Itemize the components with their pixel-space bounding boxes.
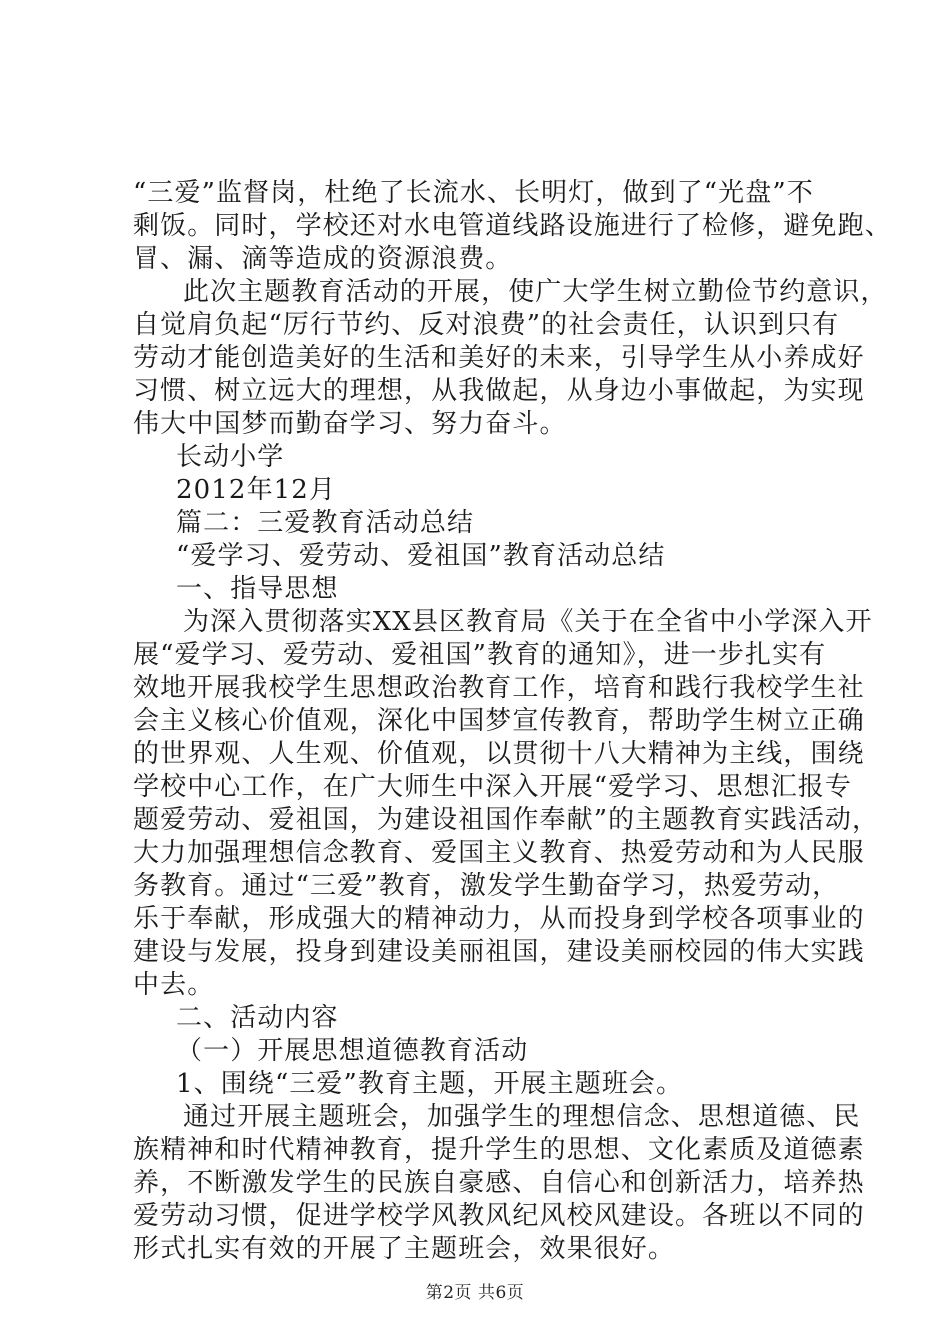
text-line: 效地开展我校学生思想政治教育工作，培育和践行我校学生社 [133, 673, 865, 703]
heading-activity-content: 二、活动内容 [176, 1003, 339, 1033]
text-line: 为深入贯彻落实XX县区教育局《关于在全省中小学深入开 [183, 607, 873, 637]
page-footer: 第2页 共6页 [425, 1283, 525, 1303]
document-title: “爱学习、爱劳动、爱祖国”教育活动总结 [176, 541, 666, 571]
text-line: “三爱”监督岗，杜绝了长流水、长明灯，做到了“光盘”不 [133, 178, 814, 208]
text-line: 学校中心工作，在广大师生中深入开展“爱学习、思想汇报专 [133, 772, 852, 802]
text-line: 展“爱学习、爱劳动、爱祖国”教育的通知》，进一步扎实有 [133, 640, 827, 670]
text-line: 冒、漏、滴等造成的资源浪费。 [133, 244, 513, 274]
text-line: 习惯、树立远大的理想，从我做起，从身边小事做起，为实现 [133, 376, 865, 406]
text-line: 形式扎实有效的开展了主题班会，效果很好。 [133, 1234, 676, 1264]
text-line: 养，不断激发学生的民族自豪感、自信心和创新活力，培养热 [133, 1168, 865, 1198]
text-line: 伟大中国梦而勤奋学习、努力奋斗。 [133, 409, 567, 439]
section-title: 篇二：三爱教育活动总结 [176, 508, 475, 538]
text-line: 务教育。通过“三爱”教育，激发学生勤奋学习，热爱劳动， [133, 871, 840, 901]
text-line: 大力加强理想信念教育、爱国主义教育、热爱劳动和为人民服 [133, 838, 865, 868]
text-line: 劳动才能创造美好的生活和美好的未来，引导学生从小养成好 [133, 343, 865, 373]
item-heading: 1、围绕“三爱”教育主题，开展主题班会。 [176, 1069, 684, 1099]
text-line: 题爱劳动、爱祖国，为建设祖国作奉献”的主题教育实践活动， [133, 805, 880, 835]
text-line: 剩饭。同时，学校还对水电管道线路设施进行了检修，避免跑、 [133, 211, 892, 241]
heading-guiding-ideology: 一、指导思想 [176, 574, 339, 604]
text-line: 建设与发展，投身到建设美丽祖国，建设美丽校园的伟大实践 [133, 937, 865, 967]
text-line: 会主义核心价值观，深化中国梦宣传教育，帮助学生树立正确 [133, 706, 865, 736]
text-line: 爱劳动习惯，促进学校学风教风纪风校风建设。各班以不同的 [133, 1201, 865, 1231]
text-line: 此次主题教育活动的开展，使广大学生树立勤俭节约意识， [183, 277, 888, 307]
text-line: 通过开展主题班会，加强学生的理想信念、思想道德、民 [183, 1102, 861, 1132]
school-name: 长动小学 [176, 442, 285, 472]
document-date: 2012年12月 [176, 475, 337, 505]
text-line: 自觉肩负起“厉行节约、反对浪费”的社会责任，认识到只有 [133, 310, 840, 340]
text-line: 族精神和时代精神教育，提升学生的思想、文化素质及道德素 [133, 1135, 865, 1165]
text-line: 中去。 [133, 970, 215, 1000]
text-line: 乐于奉献，形成强大的精神动力，从而投身到学校各项事业的 [133, 904, 865, 934]
subheading-moral-education: （一）开展思想道德教育活动 [176, 1036, 529, 1066]
text-line: 的世界观、人生观、价值观，以贯彻十八大精神为主线，围绕 [133, 739, 865, 769]
